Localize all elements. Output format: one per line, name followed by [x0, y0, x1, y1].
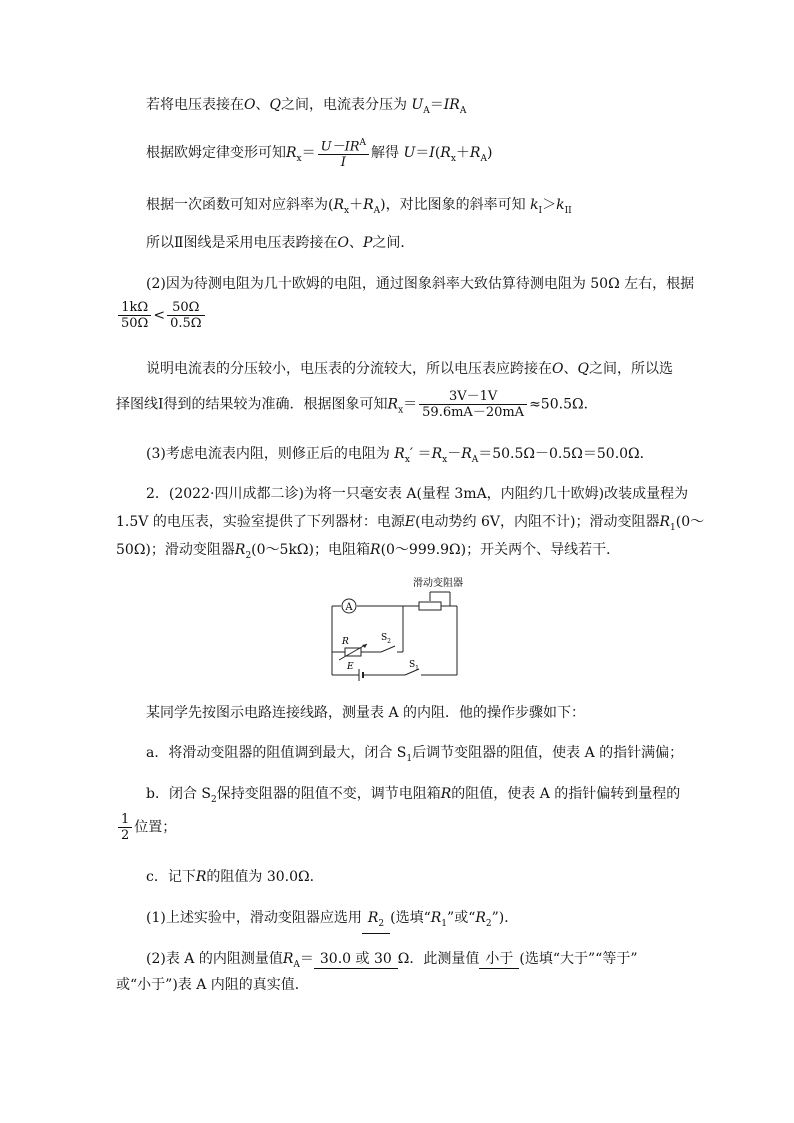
fraction: $\frac{3V-1V}{59.6mA-20mA}$ — [419, 389, 527, 420]
sub-question-2-continued: 或“小于”)表 A 内阻的真实值． — [116, 977, 309, 993]
text-line-2: 根据欧姆定律变形可知$R_x=$ $\frac{U-IR^A}{I}$ 解得 $U=I(R_x+R_A)$ — [146, 138, 493, 171]
text-line-8: 择图线Ⅰ得到的结果较为准确．根据图象可知$R_x=$ $\frac{3V-1V}{59.6mA-20mA}$ ≈50.5Ω． — [116, 389, 598, 420]
text-line-13: 某同学先按图示电路连接线路，测量表 A 的内阻．他的操作步骤如下： — [146, 705, 586, 721]
question-2-line-1: 2．(2022·四川成都二诊)为将一只毫安表 A(量程 3mA，内阻约几十欧姆)改装成量程为 — [146, 486, 689, 502]
text-line-9: (3)考虑电流表内阻，则修正后的电阻为 $R_x' =R_x-R_A=50.5\Omega-0.5\Omega=50.0\Omega$． — [146, 446, 654, 465]
switch-s2-label: $S_2$ — [381, 633, 391, 645]
answer-blank-3: 小于 — [479, 950, 519, 969]
answer-blank-1: $R_2$ — [362, 909, 390, 934]
text-line-3: 根据一次函数可知对应斜率为$(R_x+R_A)$，对比图象的斜率可知 $k_I>k_{II}$ — [146, 197, 572, 216]
text-line-1: 若将电压表接在O、Q之间，电流表分压为 $U_A=IR_A$ — [146, 97, 467, 116]
circuit-diagram — [325, 572, 465, 684]
step-b-continued: $\frac{1}{2}$ 位置； — [116, 812, 176, 843]
ammeter-label: A — [345, 602, 353, 613]
rheostat-label: 滑动变阻器 — [413, 578, 463, 589]
fraction: $\frac{U-IR^A}{I}$ — [318, 136, 369, 170]
fraction: $\frac{50\Omega}{0.5\Omega}$ — [167, 300, 204, 331]
step-b: b．闭合 $S_2$保持变阻器的阻值不变，调节电阻箱R的阻值，使表 A 的指针偏转到量程的 — [146, 786, 681, 805]
text-line-7: 说明电流表的分压较小，电压表的分流较大，所以电压表应跨接在O、Q之间，所以选 — [146, 361, 673, 377]
question-2-line-2: 1.5V 的电压表，实验室提供了下列器材：电源E(电动势约 6V，内阻不计)；滑动变阻器$R_1(0\sim$ — [116, 514, 705, 533]
fraction-comparison: $\frac{1k\Omega}{50\Omega}$ < $\frac{50\Omega}{0.5\Omega}$ — [116, 300, 207, 331]
step-a: a．将滑动变阻器的阻值调到最大，闭合 $S_1$后调节变阻器的阻值，使表 A 的指针满偏； — [146, 745, 684, 764]
step-c: c．记下R的阻值为 30.0Ω． — [146, 869, 324, 885]
resistor-label: R — [342, 637, 349, 647]
fraction: $\frac{1}{2}$ — [118, 812, 132, 843]
sub-question-2: (2)表 A 的内阻测量值$R_A= 30.0$ 或 30 Ω．此测量值 小于 (选填“大于”“等于” — [146, 951, 638, 970]
sub-question-1: (1)上述实验中，滑动变阻器应选用 $R_2$ (选填“$R_1$”或“$R_2$”)． — [146, 909, 518, 934]
switch-s1-label: $S_1$ — [409, 660, 419, 672]
battery-label: E — [347, 662, 354, 672]
text-line-5: (2)因为待测电阻为几十欧姆的电阻，通过图象斜率大致估算待测电阻为 50Ω 左右，根据 — [146, 276, 695, 292]
fraction: $\frac{1k\Omega}{50\Omega}$ — [118, 300, 151, 331]
text-line-4: 所以Ⅱ图线是采用电压表跨接在O、P之间． — [146, 235, 415, 251]
answer-blank-2: 30.0 或 30 — [314, 950, 398, 969]
question-2-line-3: 50Ω)；滑动变阻器$R_2(0\sim 5k\Omega)$；电阻箱R(0～999.9Ω)；开关两个、导线若干． — [116, 542, 621, 561]
